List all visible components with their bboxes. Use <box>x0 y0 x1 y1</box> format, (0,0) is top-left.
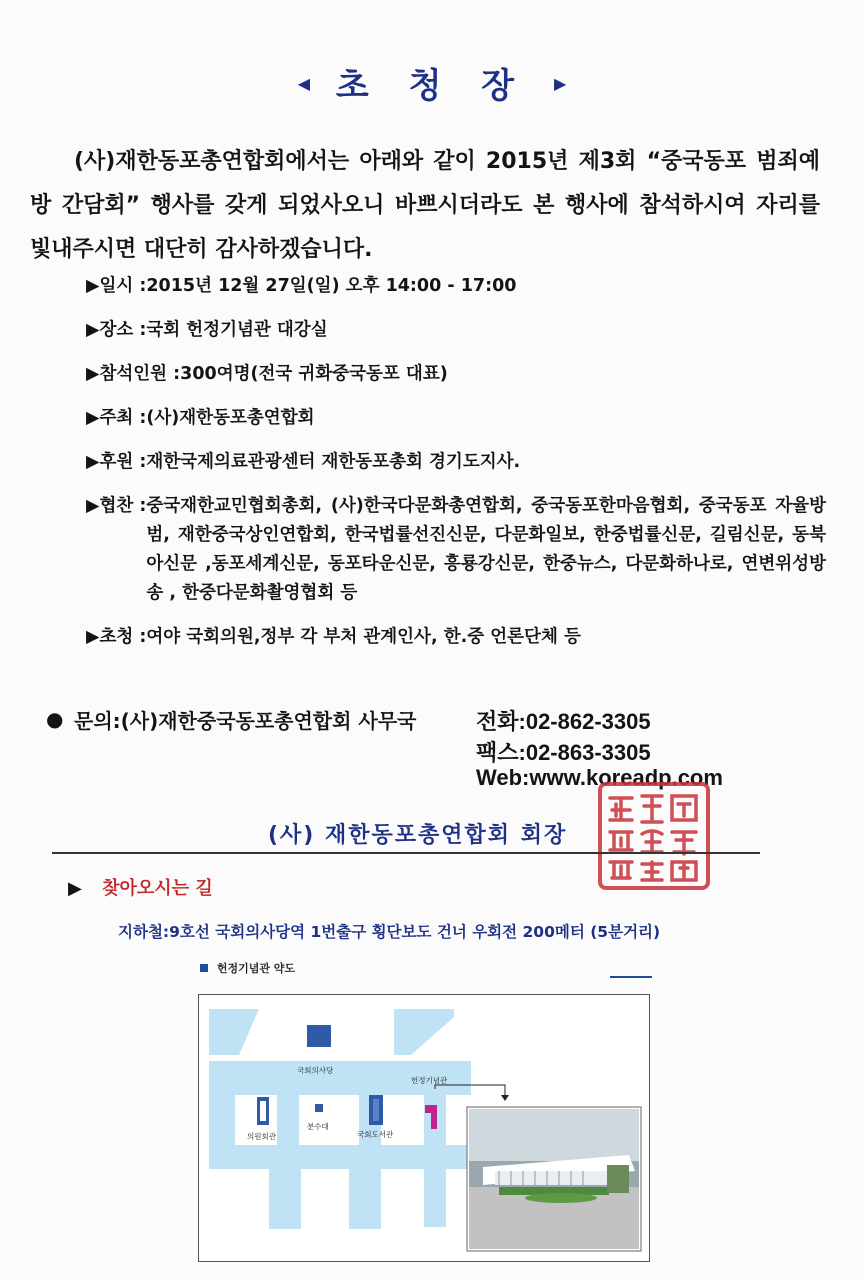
detail-cosponsors <box>86 492 826 608</box>
seal-icon <box>602 786 706 886</box>
detail-value: 국회 헌정기념관 대강실 <box>146 320 328 340</box>
detail-label: ▶일시 : <box>86 276 147 296</box>
location-map <box>198 994 650 1262</box>
map-title-underline <box>610 976 652 978</box>
detail-host <box>86 404 826 433</box>
map-label-library: 국회도서관 <box>357 1130 394 1139</box>
detail-label: ▶참석인원 : <box>86 364 181 384</box>
detail-venue <box>86 316 826 345</box>
map-title <box>200 960 295 976</box>
bullet-icon: ● <box>46 707 64 731</box>
detail-value: 300여명(전국 귀화중국동포 대표) <box>180 364 448 384</box>
title-text: 초 청 장 <box>335 66 529 106</box>
detail-value: 재한국제의료관광센터 재한동포총회 경기도지사. <box>146 452 521 472</box>
detail-value: 여야 국회의원,정부 각 부처 관계인사, 한.중 언론단체 등 <box>146 627 581 647</box>
map-label-members-hall: 의원회관 <box>247 1132 276 1141</box>
intro-paragraph: (사)재한동포총연합회에서는 아래와 같이 2015년 제3회 “중국동포 범죄예방 간담회” 행사를 갖게 되었사오니 바쁘시더라도 본 행사에 참석하시여 자리를 빛내주시면 대단히 감사하겠습니다. <box>30 149 820 262</box>
signature: (사) 재한동포총연합회 회장 <box>268 823 568 848</box>
detail-label: ▶장소 : <box>86 320 147 340</box>
directions-heading <box>68 874 213 900</box>
directions-heading-text: 찾아오시는 길 <box>102 878 213 899</box>
title <box>0 58 864 107</box>
detail-invitees <box>86 623 826 652</box>
divider <box>52 852 760 854</box>
square-bullet-icon <box>200 964 208 972</box>
contact-organization: 문의:(사)재한중국동포총연합회 사무국 <box>74 709 417 733</box>
contact-fax: 팩스:02-863-3305 <box>476 740 651 765</box>
left-triangle-icon: ◀ <box>297 74 311 93</box>
map-label-memorial: 헌정기념관 <box>411 1076 448 1085</box>
map-label-assembly: 국회의사당 <box>297 1066 334 1075</box>
map-title-text: 헌정기념관 약도 <box>216 962 296 975</box>
detail-label: ▶주최 : <box>86 408 147 428</box>
subway-directions: 지하철:9호선 국회의사당역 1번출구 횡단보도 건너 우회전 200메터 (5분거리) <box>118 923 661 941</box>
detail-label: ▶초청 : <box>86 627 147 647</box>
detail-label: ▶후원 : <box>86 452 147 472</box>
detail-attendees <box>86 360 826 389</box>
map-label-fountain: 분수대 <box>307 1122 329 1131</box>
detail-value: 중국재한교민협회총회, (사)한국다문화총연합회, 중국동포한마음협회, 중국동포 자율방범, 재한중국상인연합회, 한국법률선진신문, 다문화일보, 한중법률신문, 길림신문, 동북아신문 ,동포세계신문, 동포타운신문, 흥룡강신문, 한중뉴스, 다문화하나로, 연변위성방송 , 한중다문화촬영협회 등 <box>146 496 826 603</box>
detail-value: (사)재한동포총연합회 <box>146 408 315 428</box>
event-details <box>86 272 826 652</box>
triangle-icon: ▶ <box>68 878 82 899</box>
detail-value: 2015년 12월 27일(일) 오후 14:00 - 17:00 <box>146 276 517 296</box>
seal-stamp <box>598 782 710 890</box>
right-triangle-icon: ▶ <box>553 74 567 93</box>
detail-label: ▶협찬 : <box>86 496 147 516</box>
detail-sponsor <box>86 448 826 477</box>
detail-date <box>86 272 826 301</box>
map-drawing <box>199 995 649 1261</box>
contact-phone: 전화:02-862-3305 <box>476 709 651 734</box>
contact-website: Web:www.koreadp.com <box>476 765 723 790</box>
